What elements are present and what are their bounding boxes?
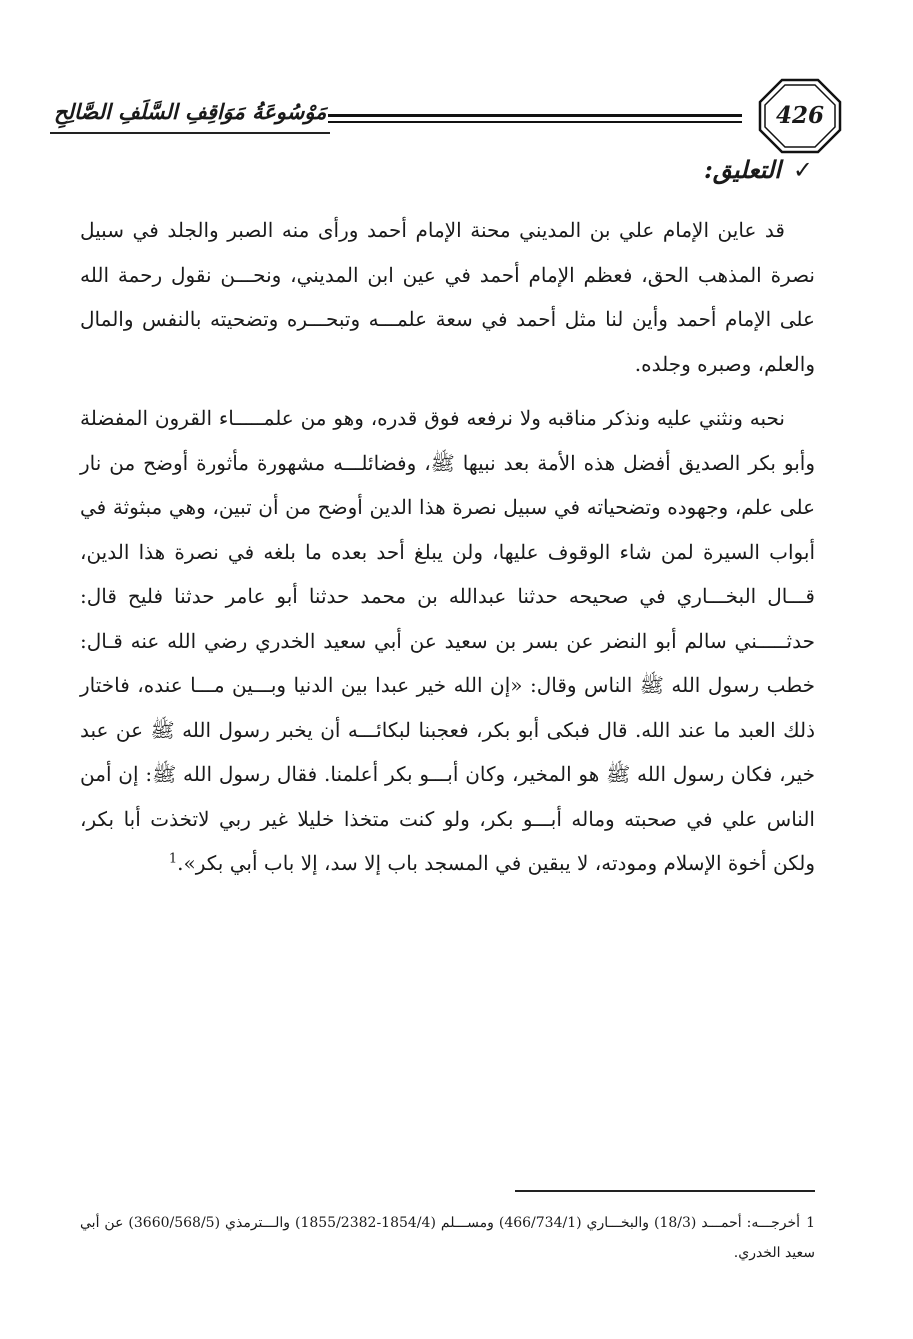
page-number-badge: [758, 78, 842, 154]
paragraph-text: نحبه ونثني عليه ونذكر مناقبه ولا نرفعه فوق قدره، وهو من علمـــــاء القرون المفضلة وأبو بكر الصديق أفضل هذه الأمة بعد نبيها ﷺ، وفضائلـــه مشهورة مأثورة أوضح من نار على علم، وجهوده وتضحياته في سبيل نصرة هذا الدين أوضح من أن تبين، وهي مبثوثة في أبواب السيرة لمن شاء الوقوف عليها، ولن يبلغ أحد بعده ما بلغه في نصرة هذا الدين، قـــال البخـــاري في صحيحه حدثنا عبدالله بن محمد حدثنا أبو عامر حدثنا فليح قال: حدثـــــني سالم أبو النضر عن بسر بن سعيد عن أبي سعيد الخدري رضي الله عنه قـال: خطب رسول الله ﷺ الناس وقال: «إن الله خير عبدا بين الدنيا وبـــين مـــا عنده، فاختار ذلك العبد ما عند الله. قال فبكى أبو بكر، فعجبنا لبكائـــه أن يخبر رسول الله ﷺ عن عبد خير، فكان رسول الله ﷺ هو المخير، وكان أبـــو بكر أعلمنا. فقال رسول الله ﷺ: إن أمن الناس علي في صحبته وماله أبـــو بكر، ولو كنت متخذا خليلا غير ربي لاتخذت أبا بكر، ولكن أخوة الإسلام ومودته، لا يبقين في المسجد باب إلا سد، إلا باب أبي بكر».: [80, 406, 815, 875]
footnote-text: أخرجـــه: أحمـــد (18/3) والبخـــاري (466/734/1) ومســـلم (1854/4-1855/2382) والـــترمذي (3660/568/5) عن أبي سعيد الخدري.: [80, 1215, 815, 1261]
page-number: 426: [775, 102, 824, 129]
header-rule-thin: [328, 121, 742, 123]
header-rule: [328, 114, 742, 117]
section-heading: [704, 148, 813, 192]
paragraph: [80, 396, 815, 886]
section-heading-label: التعليق:: [704, 155, 781, 184]
footnote-separator: [515, 1190, 815, 1192]
body-text: [80, 208, 815, 886]
page-header: [50, 78, 850, 154]
paragraph: قد عاين الإمام علي بن المديني محنة الإمام أحمد ورأى منه الصبر والجلد في سبيل نصرة المذهب الحق، فعظم الإمام أحمد في عين ابن المديني، ونحـــن نقول رحمة الله على الإمام أحمد وأين لنا مثل أحمد في سعة علمـــه وتبحـــره وتضحيته بالنفس والمال والعلم، وصبره وجلده.: [80, 218, 815, 376]
book-title: مَوْسُوعَةُ مَوَاقِفِ السَّلَفِ الصَّالِحِ: [50, 92, 330, 134]
footnote-number: 1: [806, 1215, 815, 1231]
checkmark-icon: ✓: [792, 156, 813, 184]
footnote: [80, 1208, 815, 1268]
footnote-reference: 1: [168, 851, 178, 867]
